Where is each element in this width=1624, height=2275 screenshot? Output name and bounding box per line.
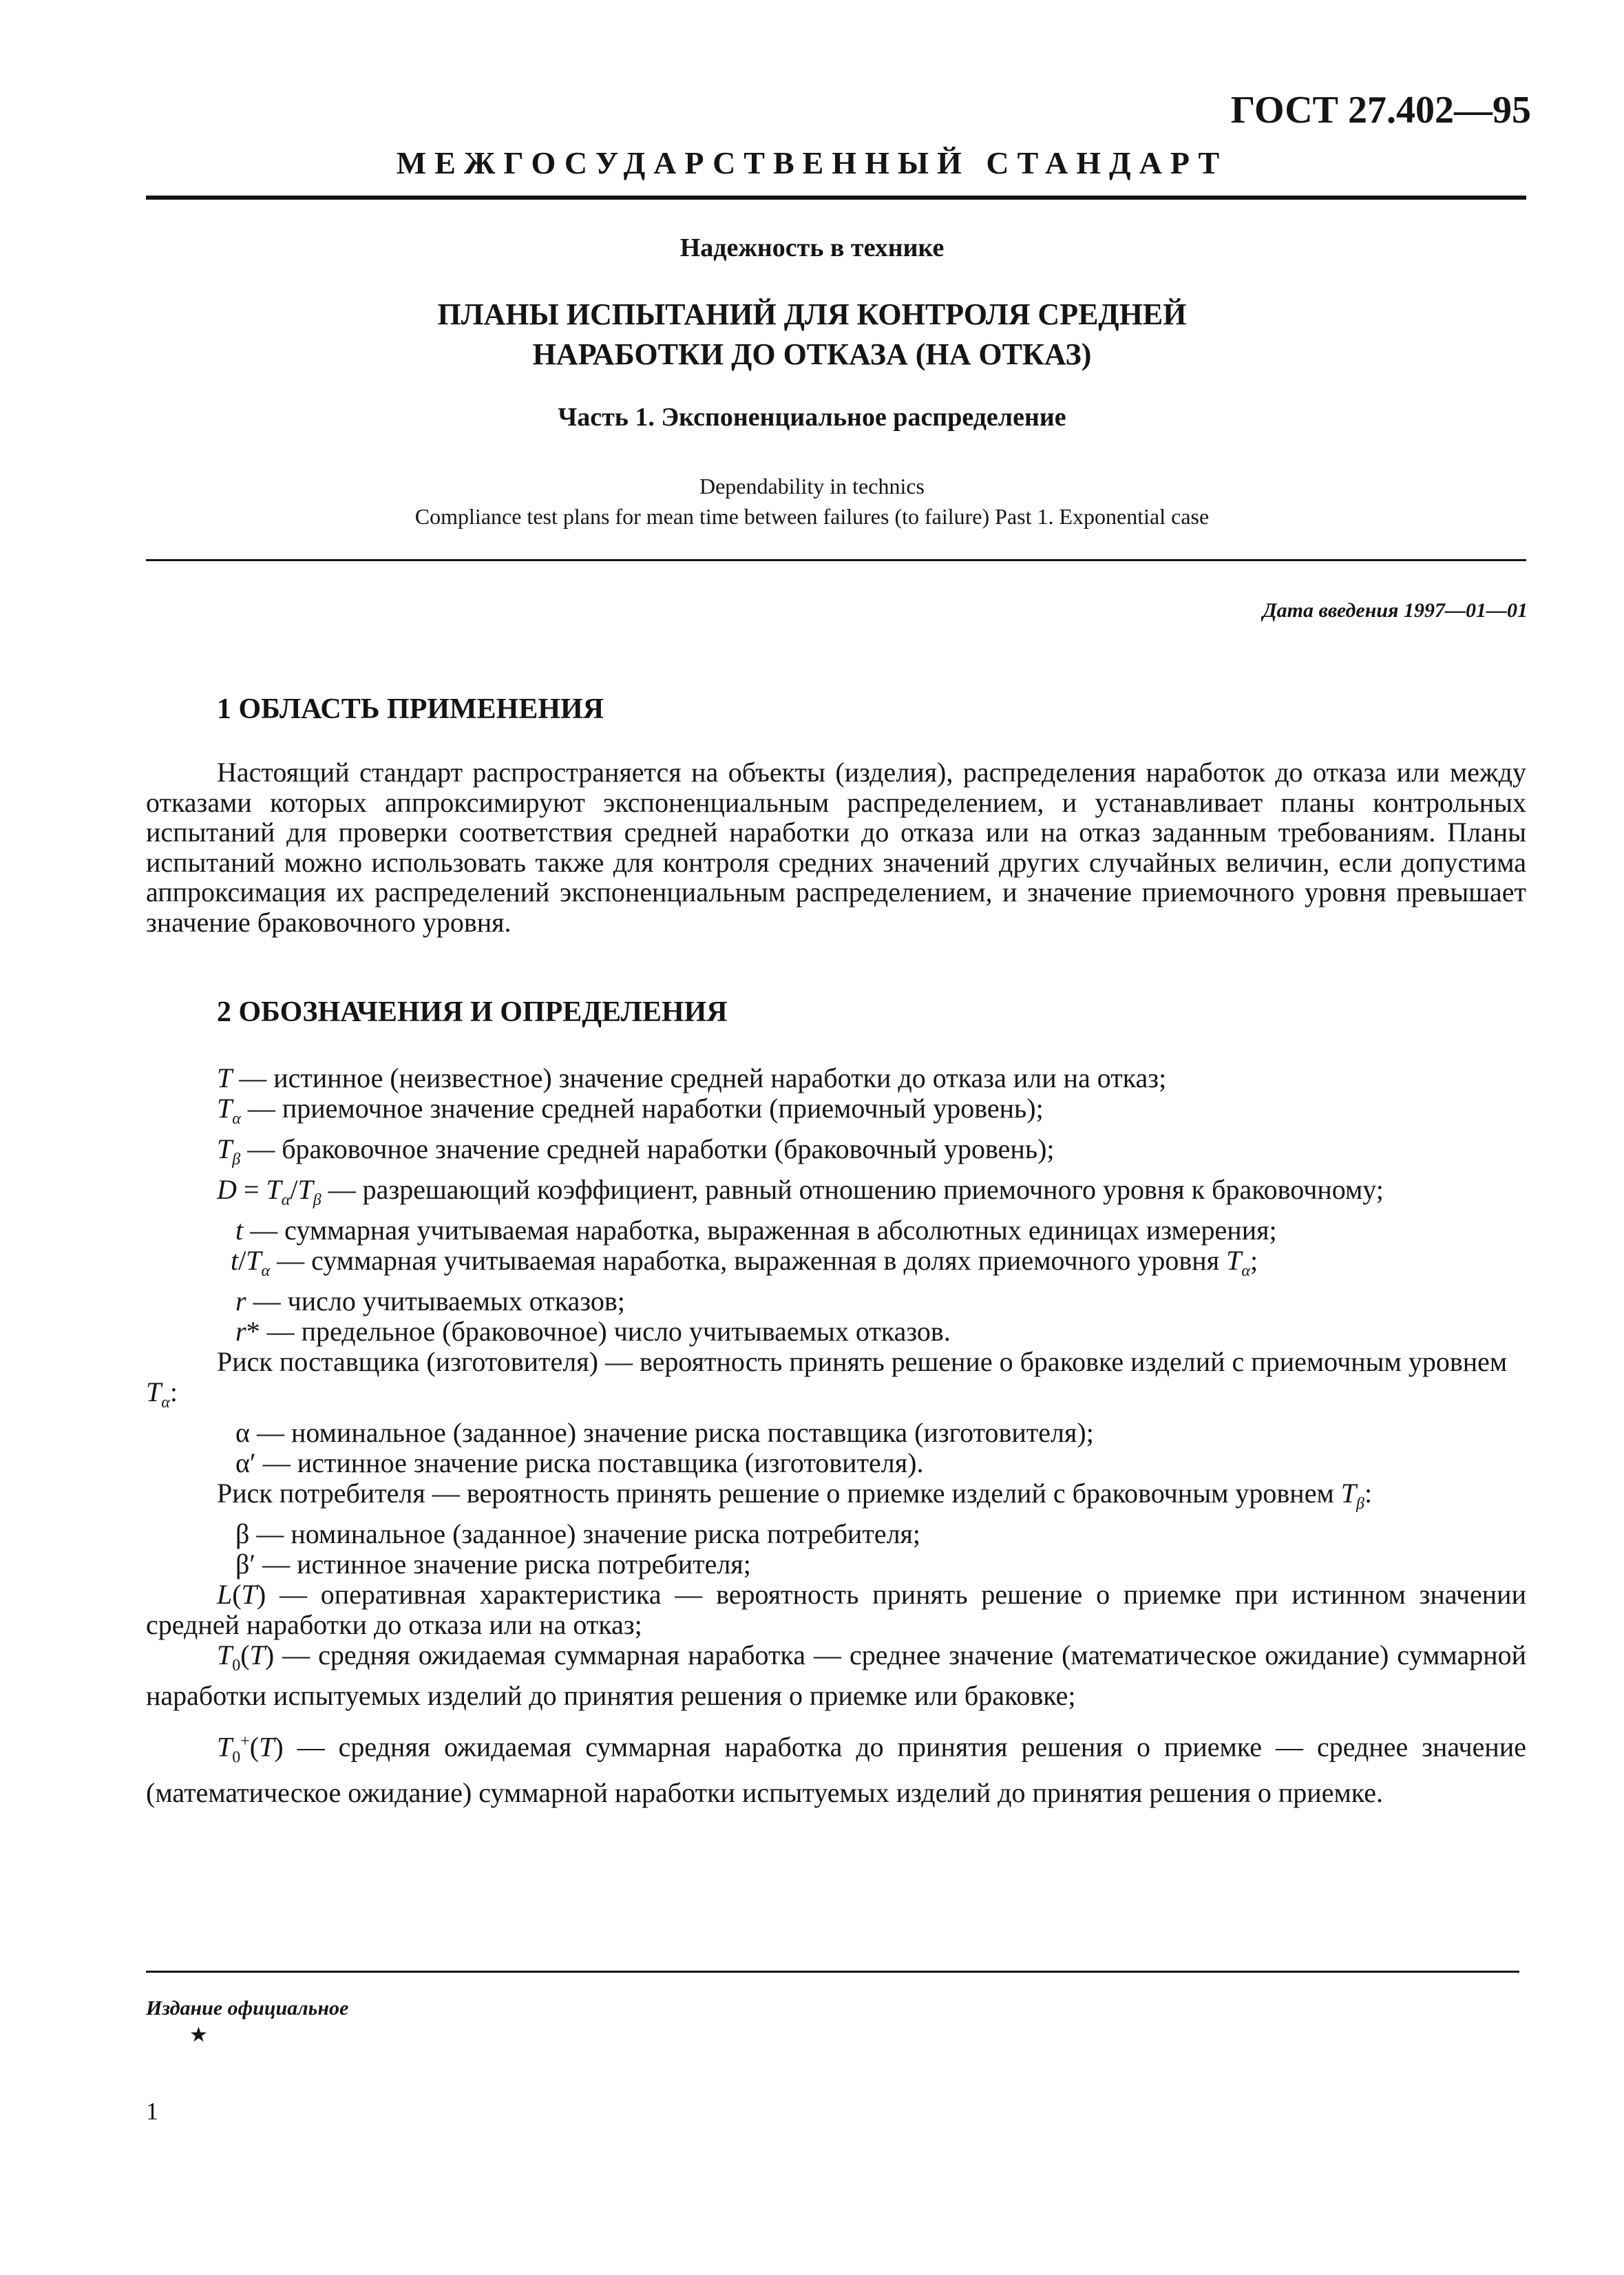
definitions-list — [146, 1063, 1526, 1811]
main-title — [0, 295, 1624, 375]
footer-rule — [146, 1971, 1519, 1973]
def-D: $D = T_\alpha/T_\beta$ — разрешающий коэффициент, равный отношению приемочного уровня к браковочному; — [217, 1174, 1384, 1209]
official-edition: Издание официальное — [146, 1997, 349, 2020]
star-mark: ★ — [189, 2024, 208, 2046]
series-title: Надежность в технике — [679, 233, 945, 262]
english-title-line2: Compliance test plans for mean time between failures (to failure) Past 1. Exponential case — [414, 504, 1210, 529]
def-T0: $T_0(T)$ — средняя ожидаемая суммарная наработка — среднее значение (математическое ожидание) суммарной наработки испытуемых изделий до принятия решения о приемке или браковке; — [146, 1639, 1527, 1711]
section1-body — [146, 757, 1526, 937]
def-r: r — число учитываемых отказов; — [235, 1286, 625, 1317]
def-r-star: r* — предельное (браковочное) число учитываемых отказов. — [235, 1316, 951, 1347]
main-title-line2: НАРАБОТКИ ДО ОТКАЗА (НА ОТКАЗ) — [532, 337, 1092, 371]
page-number: 1 — [146, 2097, 158, 2125]
def-L-T: L(T) — оперативная характеристика — вероятность принять решение о приемке при истинном значении средней наработки до отказа или на отказ; — [146, 1579, 1526, 1640]
def-alpha: α — номинальное (заданное) значение риска поставщика (изготовителя); — [235, 1417, 1094, 1448]
title-rule — [146, 559, 1526, 561]
def-T: T — истинное (неизвестное) значение средней наработки до отказа или на отказ; — [217, 1062, 1167, 1093]
main-title-line1: ПЛАНЫ ИСПЫТАНИЙ ДЛЯ КОНТРОЛЯ СРЕДНЕЙ — [437, 297, 1187, 331]
def-alpha-true: α′ — истинное значение риска поставщика (изготовителя). — [235, 1447, 924, 1478]
def-t-Ta: $t/T_\alpha$ — суммарная учитываемая наработка, выраженная в долях приемочного уровня $T_\alpha$; — [231, 1245, 1258, 1280]
english-title — [0, 471, 1624, 532]
section1-heading: 1 ОБЛАСТЬ ПРИМЕНЕНИЯ — [217, 693, 604, 725]
part-title: Часть 1. Экспоненциальное распределение — [558, 403, 1066, 432]
section1-paragraph: Настоящий стандарт распространяется на объекты (изделия), распределения наработок до отказа или между отказами которых аппроксимируют экспоненциальным распределением, и устанавливает планы контрольных испытаний для проверки соответствия средней наработки до отказа или на отказ заданным требованиям. Планы испытаний можно использовать также для контроля средних значений других случайных величин, если допустима аппроксимация их распределений экспоненциальным распределением, и значение приемочного уровня превышает значение браковочного уровня. — [146, 757, 1526, 938]
consumer-risk: Риск потребителя — вероятность принять решение о приемке изделий с браковочным уровнем $T_\beta$: — [217, 1478, 1373, 1513]
def-t: t — суммарная учитываемая наработка, выраженная в абсолютных единицах измерения; — [235, 1215, 1277, 1246]
def-T0-plus: $T_0^+(T)$ — средняя ожидаемая суммарная наработка до принятия решения о приемке — среднее значение (математическое ожидание) суммарной наработки испытуемых изделий до принятия решения о приемке. — [146, 1731, 1526, 1809]
introduction-date: Дата введения 1997—01—01 — [1263, 599, 1528, 622]
def-Ta: $T_\alpha$ — приемочное значение средней наработки (приемочный уровень); — [217, 1093, 1044, 1128]
def-Tb: $T_\beta$ — браковочное значение средней наработки (браковочный уровень); — [217, 1133, 1055, 1168]
gost-code: ГОСТ 27.402—95 — [1230, 89, 1531, 132]
header-rule — [146, 196, 1526, 200]
section2-heading: 2 ОБОЗНАЧЕНИЯ И ОПРЕДЕЛЕНИЯ — [217, 996, 728, 1028]
def-beta: β — номинальное (заданное) значение риска потребителя; — [235, 1518, 921, 1549]
english-title-line1: Dependability in technics — [699, 474, 925, 499]
def-beta-true: β′ — истинное значение риска потребителя; — [235, 1549, 751, 1580]
supplier-risk: Риск поставщика (изготовителя) — вероятность принять решение о браковке изделий с приемочным уровнем $T_\alpha$: — [146, 1346, 1508, 1412]
standard-type: МЕЖГОСУДАРСТВЕННЫЙ СТАНДАРТ — [396, 145, 1228, 180]
